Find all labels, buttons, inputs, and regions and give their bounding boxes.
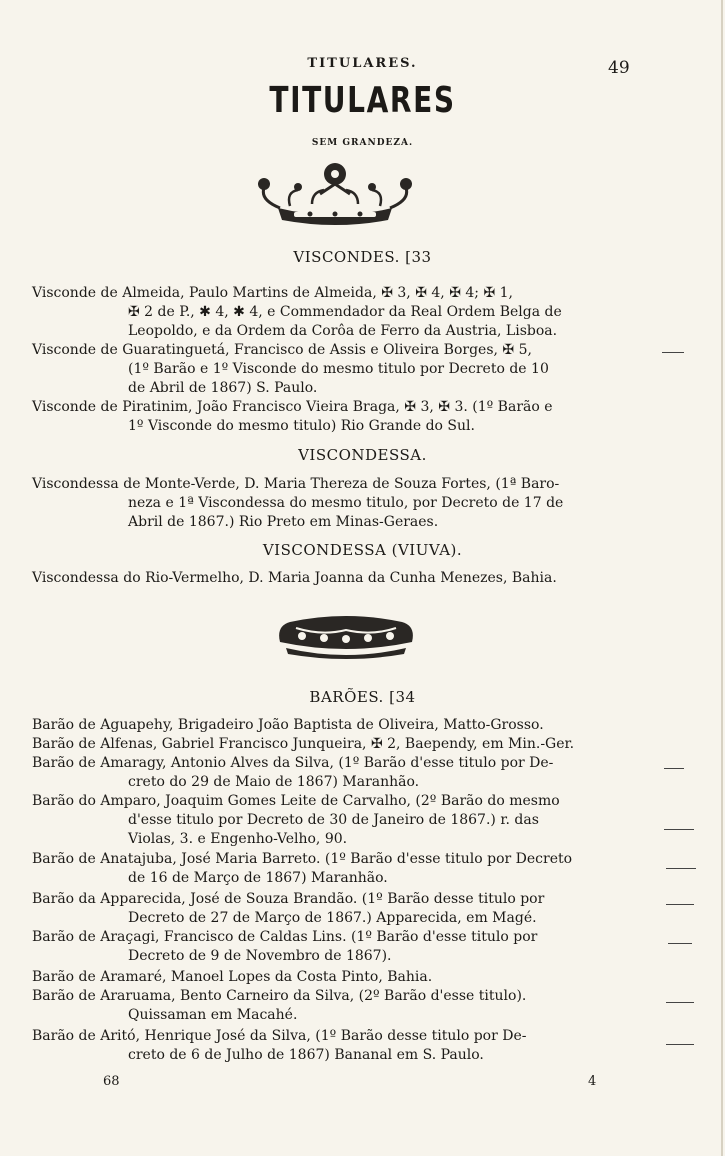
margin-mark [662,352,684,353]
viscount-crown-icon [250,160,420,232]
margin-mark [666,868,696,869]
footer-signature-left: 68 [103,1074,120,1089]
footer-signature-right: 4 [588,1074,597,1089]
section-heading-baroes: BARÕES. [34 [309,688,416,706]
entry-barao-arito: Barão de Aritó, Henrique José da Silva, (1º Barão desse titulo por De- creto de 6 de Julho de 1867) Bananal em S. Paulo. [32,1028,527,1063]
entry-barao-aguapehy: Barão de Aguapehy, Brigadeiro João Baptista de Oliveira, Matto-Grosso. [32,717,544,733]
entry-viscondessa-monte-verde: Viscondessa de Monte-Verde, D. Maria Thereza de Souza Fortes, (1ª Baro- neza e 1ª Viscondessa do mesmo titulo, por Decreto de 17 de Abril de 1867.) Rio Preto em Minas-Geraes. [32,476,564,530]
entry-barao-araruama: Barão de Araruama, Bento Carneiro da Silva, (2º Barão d'esse titulo). Quissaman em Macahé. [32,988,527,1023]
margin-mark [666,1044,694,1045]
margin-mark [664,768,684,769]
entry-visconde-piratinim: Visconde de Piratinim, João Francisco Vieira Braga, ✠ 3, ✠ 3. (1º Barão e 1º Visconde do mesmo titulo) Rio Grande do Sul. [32,399,553,434]
entry-visconde-almeida: Visconde de Almeida, Paulo Martins de Almeida, ✠ 3, ✠ 4, ✠ 4; ✠ 1, ✠ 2 de P., ✱ 4, ✱ 4, e Commendador da Real Ordem Belga de Leopoldo, e da Ordem da Corôa de Ferro da Austria, Lisboa. [32,285,562,339]
margin-mark [666,1002,694,1003]
entry-barao-anatajuba: Barão de Anatajuba, José Maria Barreto. (1º Barão d'esse titulo por Decreto de 16 de Março de 1867) Maranhão. [32,851,573,886]
margin-mark [664,829,694,830]
section-heading-viscondessa-viuva: VISCONDESSA (VIUVA). [262,541,463,559]
entry-barao-apparecida: Barão da Apparecida, José de Souza Brandão. (1º Barão desse titulo por Decreto de 27 de Março de 1867.) Apparecida, em Magé. [32,891,545,926]
section-heading-viscondessa: VISCONDESSA. [298,446,427,464]
main-title: TITULARES [269,80,456,121]
section-heading-viscondes: VISCONDES. [33 [293,248,432,266]
entry-barao-aramare: Barão de Aramaré, Manoel Lopes da Costa Pinto, Bahia. [32,969,433,985]
page-edge [721,0,723,1156]
entry-visconde-guaratingueta: Visconde de Guaratinguetá, Francisco de Assis e Oliveira Borges, ✠ 5, (1º Barão e 1º Visconde do mesmo titulo por Decreto de 10 de Abril de 1867) S. Paulo. [32,342,549,396]
entry-barao-alfenas: Barão de Alfenas, Gabriel Francisco Junqueira, ✠ 2, Baependy, em Min.-Ger. [32,736,575,752]
subtitle: SEM GRANDEZA. [311,138,414,148]
entry-barao-amparo: Barão do Amparo, Joaquim Gomes Leite de Carvalho, (2º Barão do mesmo d'esse titulo por Decreto de 30 de Janeiro de 1867.) r. das Violas, 3. e Engenho-Velho, 90. [32,793,560,847]
margin-mark [666,904,694,905]
running-title: TITULARES. [307,56,418,71]
entry-barao-aracagi: Barão de Araçagi, Francisco de Caldas Lins. (1º Barão d'esse titulo por Decreto de 9 de Novembro de 1867). [32,929,538,964]
baron-crown-icon [272,604,420,664]
page-number: 49 [608,58,630,78]
margin-mark [668,943,692,944]
entry-barao-amaragy: Barão de Amaragy, Antonio Alves da Silva, (1º Barão d'esse titulo por De- creto do 29 de Maio de 1867) Maranhão. [32,755,554,790]
entry-viscondessa-rio-vermelho: Viscondessa do Rio-Vermelho, D. Maria Joanna da Cunha Menezes, Bahia. [32,570,557,586]
